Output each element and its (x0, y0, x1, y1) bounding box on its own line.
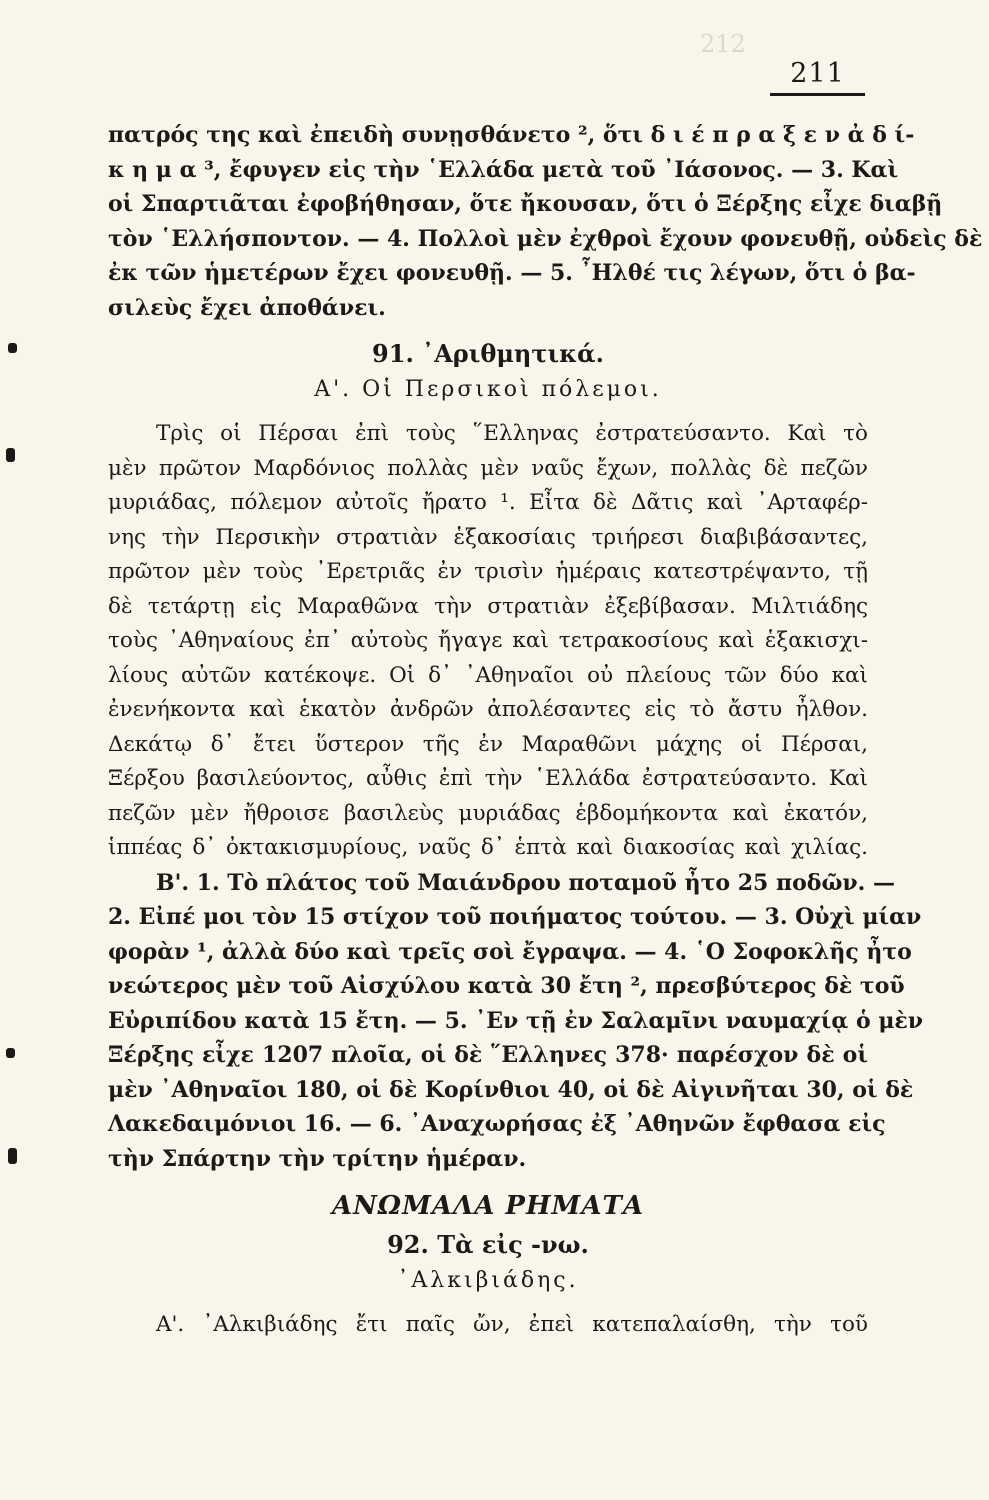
text-line: μυριάδας, πόλεμον αὐτοῖς ἤρατο ¹. Εἶτα δὲ Δᾶτις καὶ ᾿Αρταφέρ- (108, 490, 868, 515)
section-title-irregular-verbs: ΑΝΩΜΑΛΑ ΡΗΜΑΤΑ (331, 1191, 645, 1221)
text-line: Β'. 1. Τὸ πλάτος τοῦ Μαιάνδρου ποταμοῦ ἦτο 25 ποδῶν. — (156, 869, 895, 896)
text-line: ἐκ τῶν ἡμετέρων ἔχει φονευθῇ. — 5. ῏Ηλθέ τις λέγων, ὅτι ὁ βα- (108, 260, 916, 286)
subheading-alcibiades: ᾿Αλκιβιάδης. (397, 1268, 579, 1293)
text-line: μὲν ᾿Αθηναῖοι 180, οἱ δὲ Κορίνθιοι 40, οἱ δὲ Αἰγινῆται 30, οἱ δὲ (108, 1076, 914, 1103)
text-line: Τρὶς οἱ Πέρσαι ἐπὶ τοὺς ῞Ελληνας ἐστρατεύσαντο. Καὶ τὸ (156, 421, 868, 446)
page-body (108, 118, 983, 1343)
text-line: Λακεδαιμόνιοι 16. — 6. ᾿Αναχωρήσας ἐξ ᾿Αθηνῶν ἔφθασα εἰς (108, 1111, 886, 1137)
paragraph-exercise-b (108, 866, 924, 1177)
text-line: τὴν Σπάρτην τὴν τρίτην ἡμέραν. (108, 1145, 527, 1172)
margin-mark (6, 448, 15, 462)
text-line: δὲ τετάρτῃ εἰς Μαραθῶνα τὴν στρατιὰν ἐξεβίβασαν. Μιλτιάδης (108, 593, 868, 619)
text-line: Ξέρξης εἶχε 1207 πλοῖα, οἱ δὲ ῞Ελληνες 378· παρέσχον δὲ οἱ (108, 1042, 868, 1068)
text-line: κ η μ α ³, ἔφυγεν εἰς τὴν ῾Ελλάδα μετὰ τοῦ ᾿Ιάσονος. — 3. Καὶ (108, 156, 899, 183)
text-line: πεζῶν μὲν ἤθροισε βασιλεὺς μυριάδας ἑβδομήκοντα καὶ ἑκατόν, (108, 800, 868, 826)
text-line: Εὐριπίδου κατὰ 15 ἔτη. — 5. ᾿Εν τῇ ἐν Σαλαμῖνι ναυμαχίᾳ ὁ μὲν (108, 1007, 924, 1034)
text-line: νης τὴν Περσικὴν στρατιὰν ἑξακοσίαις τριήρεσι διαβιβάσαντες, (108, 524, 868, 550)
section-heading-92: 92. Τὰ εἰς -νω. (387, 1230, 589, 1259)
text-line: τὸν ῾Ελλήσποντον. — 4. Πολλοὶ μὲν ἐχθροὶ ἔχουν φονευθῇ, οὐδεὶς δὲ (108, 225, 983, 252)
text-line: νεώτερος μὲν τοῦ Αἰσχύλου κατὰ 30 ἔτη ², πρεσβύτερος δὲ τοῦ (108, 973, 905, 999)
text-line: 2. Εἰπέ μοι τὸν 15 στίχον τοῦ ποιήματος τούτου. — 3. Οὐχὶ μίαν (108, 904, 922, 930)
text-line: λίους αὐτῶν κατέκοψε. Οἱ δ᾿ ᾿Αθηναῖοι οὐ πλείους τῶν δύο καὶ (108, 662, 868, 688)
text-line: σιλεὺς ἔχει ἀποθάνει. (108, 294, 386, 321)
bleed-through-number: 212 (700, 30, 746, 58)
text-line: Δεκάτῳ δ᾿ ἔτει ὕστερον τῆς ἐν Μαραθῶνι μάχης οἱ Πέρσαι, (108, 731, 868, 757)
paragraph-persian-wars (108, 417, 868, 866)
text-line: φορὰν ¹, ἀλλὰ δύο καὶ τρεῖς σοὶ ἔγραψα. — 4. ῾Ο Σοφοκλῆς ἦτο (108, 938, 912, 965)
text-line: πρῶτον μὲν τοὺς ᾿Ερετριᾶς ἐν τρισὶν ἡμέραις κατεστρέψαντο, τῇ (108, 559, 868, 584)
text-line: ἱππέας δ᾿ ὀκτακισμυρίους, ναῦς δ᾿ ἑπτὰ καὶ διακοσίας καὶ χιλίας. (108, 835, 868, 860)
text-line: μὲν πρῶτον Μαρδόνιος πολλὰς μὲν ναῦς ἔχων, πολλὰς δὲ πεζῶν (108, 455, 868, 481)
text-line: Α'. ᾿Αλκιβιάδης ἔτι παῖς ὤν, ἐπεὶ κατεπαλαίσθη, τὴν τοῦ (156, 1312, 868, 1337)
text-line: οἱ Σπαρτιᾶται ἐφοβήθησαν, ὅτε ἤκουσαν, ὅτι ὁ Ξέρξης εἶχε διαβῇ (108, 191, 943, 217)
section-heading-91: 91. ᾿Αριθμητικά. (372, 339, 604, 368)
text-line: Ξέρξου βασιλεύοντος, αὖθις ἐπὶ τὴν ῾Ελλάδα ἐστρατεύσαντο. Καὶ (108, 766, 868, 791)
margin-mark (6, 1048, 15, 1058)
text-line: ἐνενήκοντα καὶ ἑκατὸν ἀνδρῶν ἀπολέσαντες εἰς τὸ ἄστυ ἦλθον. (108, 697, 868, 722)
paragraph-exercise-continuation (108, 118, 983, 325)
text-line: τοὺς ᾿Αθηναίους ἐπ᾿ αὐτοὺς ἤγαγε καὶ τετρακοσίους καὶ ἑξακισχι- (108, 628, 868, 653)
margin-mark (8, 343, 17, 353)
text-line: πατρός της καὶ ἐπειδὴ συνῃσθάνετο ², ὅτι δ ι έ π ρ α ξ ε ν ἀ δ ί- (108, 122, 915, 148)
subheading-persian-wars: Α'. Οἱ Περσικοὶ πόλεμοι. (314, 377, 662, 402)
margin-mark (8, 1148, 17, 1164)
page-number: 211 (770, 58, 865, 96)
